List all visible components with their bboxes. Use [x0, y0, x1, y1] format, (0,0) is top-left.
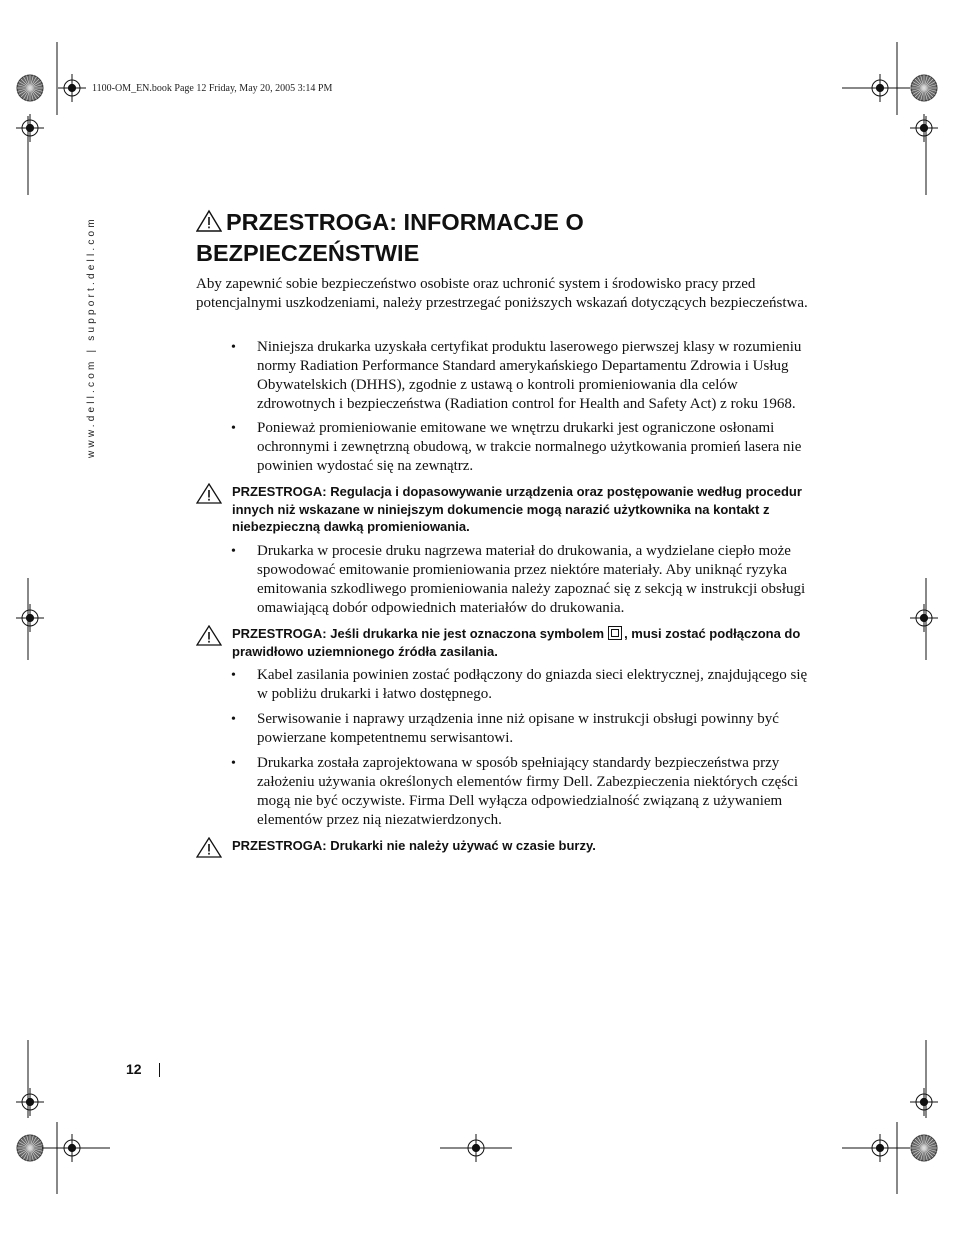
page-title-line1: PRZESTROGA: INFORMACJE O [226, 209, 584, 235]
bullet-glyph: • [231, 340, 236, 355]
list-item [231, 710, 815, 748]
intro-paragraph: Aby zapewnić sobie bezpieczeństwo osobiste oraz uchronić system i środowisko pracy przed potencjalnymi uszkodzeniami, należy przestrzegać poniższych wskazań dotyczących bezpieczeństwa. [196, 276, 808, 312]
warning-icon [196, 483, 222, 510]
side-url: www.dell.com | support.dell.com [86, 216, 97, 458]
list-item-text: Drukarka została zaprojektowana w sposób spełniający standardy bezpieczeństwa przy założeniu używania określonych elementów firmy Dell. Zabezpieczenia niektórych części mogą nie być oczywiste. Firma Dell wyłącza odpowiedzialność związaną z używaniem elementów przez nią niezatwierdzonych. [257, 755, 799, 829]
page-title-line2: BEZPIECZEŃSTWIE [196, 240, 420, 266]
bullet-glyph: • [231, 668, 236, 683]
caution-note [196, 483, 818, 536]
caution-text: PRZESTROGA: Drukarki nie należy używać w czasie burzy. [232, 838, 596, 853]
list-item-text: Ponieważ promieniowanie emitowane we wnętrzu drukarki jest ograniczone osłonami ochronnymi i zewnętrzną obudową, w trakcie normalnego użytkowania promień lasera nie powinien wydostać się na zewnątrz. [257, 420, 802, 475]
list-item-text: Drukarka w procesie druku nagrzewa materiał do drukowania, a wydzielane ciepło może spowodować emitowanie promieniowania przez niektóre materiały. Aby uniknąć ryzyka emitowania szkodliwego promieniowania należy zapoznać się z sekcją w instrukcji obsługi omawiającą dobór odpowiednich materiałów do drukowania. [257, 543, 806, 617]
caution-note [196, 837, 818, 855]
bullet-glyph: • [231, 712, 236, 727]
list-item [231, 338, 815, 414]
page-number: 12 [126, 1061, 142, 1077]
warning-icon [196, 209, 222, 239]
list-item [231, 542, 815, 618]
bullet-glyph: • [231, 544, 236, 559]
page-number-divider [159, 1063, 160, 1077]
bullet-glyph: • [231, 421, 236, 436]
list-item-text: Niniejsza drukarka uzyskała certyfikat produktu laserowego pierwszej klasy w rozumieniu normy Radiation Performance Standard amerykańskiego Departamentu Zdrowia i Usług Obywatelskich (DHHS), zgodnie z ustawą o kontroli promieniowania dla celów zdrowotnych i bezpieczeństwa (Radiation control for Health and Safety Act) z roku 1968. [257, 339, 802, 413]
bullet-glyph: • [231, 756, 236, 771]
warning-icon [196, 625, 222, 652]
list-item-text: Kabel zasilania powinien zostać podłączony do gniazda sieci elektrycznej, znajdującego się w pobliżu drukarki i łatwo dostępnego. [257, 667, 808, 703]
caution-note [196, 625, 818, 660]
list-item [231, 666, 815, 704]
caution-text: PRZESTROGA: Regulacja i dopasowywanie urządzenia oraz postępowanie według procedur innych niż wskazane w niniejszym dokumencie mogą narazić użytkownika na kontakt z niebezpieczną dawką promieniowania. [232, 484, 802, 534]
list-item-text: Serwisowanie i naprawy urządzenia inne niż opisane w instrukcji obsługi powinny być powierzane kompetentnemu serwisantowi. [257, 711, 779, 747]
book-info-header: 1100-OM_EN.book Page 12 Friday, May 20, 2005 3:14 PM [92, 83, 333, 94]
caution-text: PRZESTROGA: Jeśli drukarka nie jest oznaczona symbolem , musi zostać podłączona do prawidłowo uziemnionego źródła zasilania. [232, 626, 801, 659]
page-title [196, 208, 816, 267]
list-item [231, 754, 815, 830]
double-insulation-symbol-icon [608, 626, 622, 640]
warning-icon [196, 837, 222, 864]
list-item [231, 419, 815, 476]
